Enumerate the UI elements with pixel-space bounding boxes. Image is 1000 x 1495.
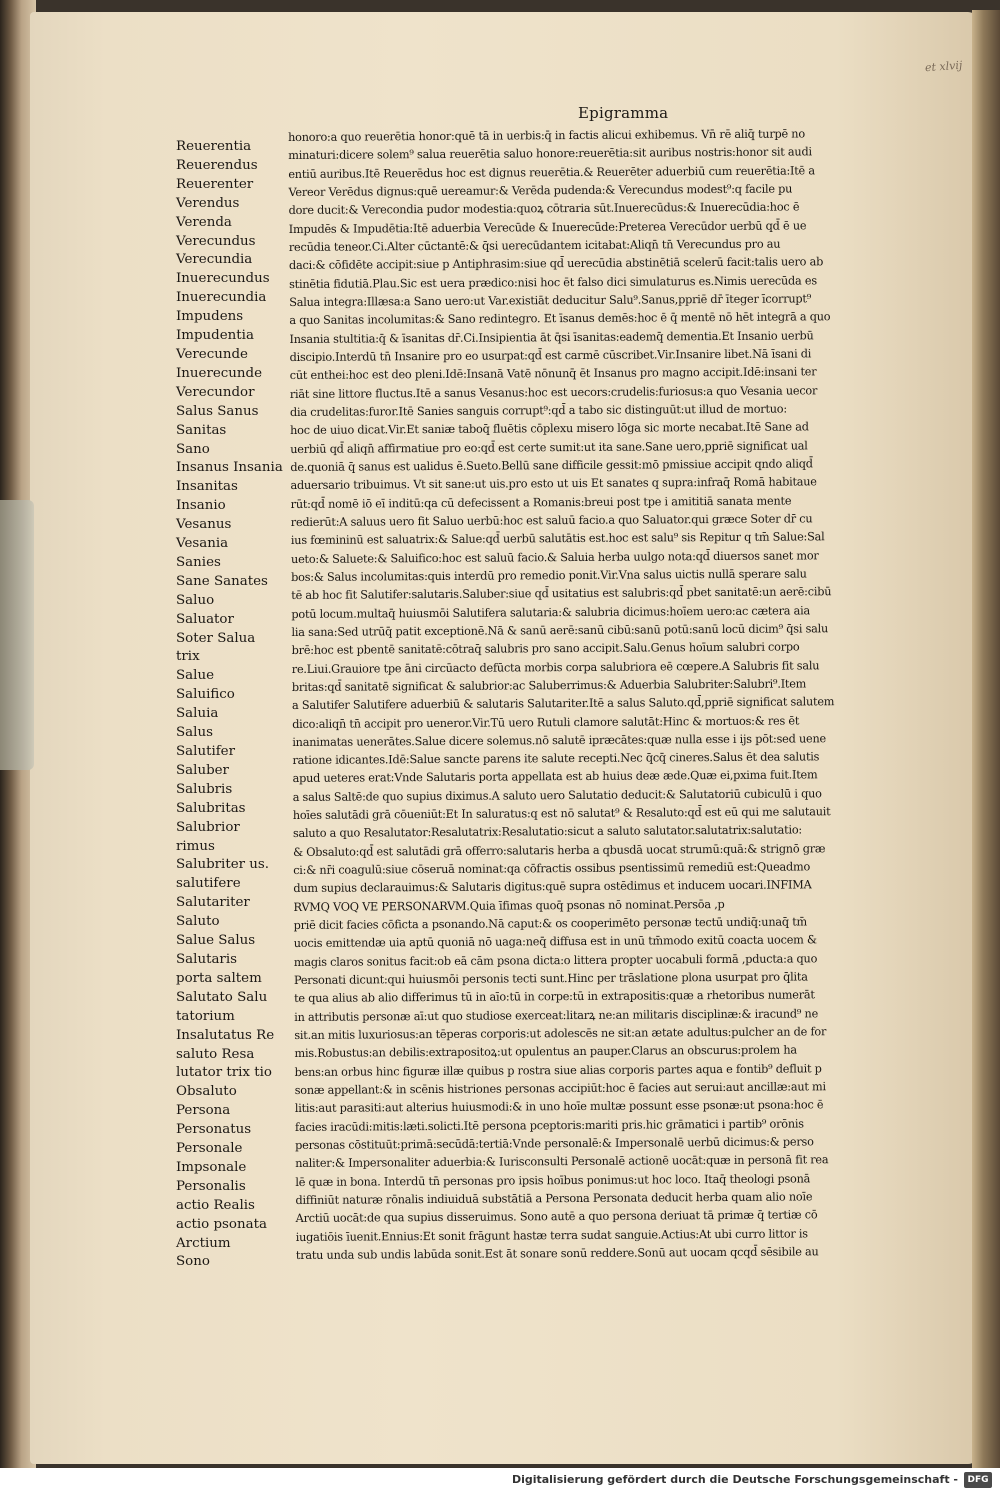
text-line: uerbiū qd̄ aliqn̄ affirmatiue pro eo:qd̄ est certe sumit:ut ita sane.Sane uero,ppriē significat ual xyxy=(290,437,808,456)
text-line: sonæ appellant:& in scēnis histriones personas accipiūt:hoc ē facies aut serui:aut ancillæ:aut mi xyxy=(294,1079,826,1098)
text-line: riāt sine littore fluctus.Itē a sanus Vesanus:hoc est uecors:crudelis:furiosus:a quo Vesania uecor xyxy=(289,382,818,401)
footer-bar xyxy=(0,1468,1000,1495)
text-line: mis.Robustus:an debilis:extrapositoꝝ:ut opulentus an pauper.Clarus an obscurus:prolem ha xyxy=(294,1042,797,1061)
margin-note: Insanio xyxy=(176,498,226,514)
margin-note: Sono xyxy=(176,1254,210,1270)
margin-note: actio Realis xyxy=(176,1197,255,1213)
margin-note: Inuerecundia xyxy=(176,290,267,306)
margin-note: Personale xyxy=(176,1141,243,1157)
margin-note: Saluto xyxy=(176,914,220,930)
margin-note: Reuerentia xyxy=(176,139,252,154)
margin-note: Verecundia xyxy=(176,252,253,268)
text-line: in attributis personæ aī:ut quo studiose exerceat:litarꝝ ne:an militaris disciplinæ:& iracund⁹ ne xyxy=(294,1006,819,1024)
margin-note: Vesanus xyxy=(176,517,232,533)
text-line: bos:& Salus incolumitas:quis interdū pro remedio ponit.Vir.Vna salus uictis nullā sperare salu xyxy=(291,566,807,584)
margin-note: Verendus xyxy=(176,195,240,211)
margin-note: Salus xyxy=(176,725,213,741)
text-line: Vereor Verēdus dignus:quē uereamur:& Verēda pudenda:& Verecundus modest⁹:q facile pu xyxy=(288,181,793,199)
text-line: tratu unda sub undis labūda sonit.Est āt sonare sonū reddere.Sonū aut uocam qcqd̄ sēsibile au xyxy=(295,1244,819,1262)
margin-note: Impudentia xyxy=(176,328,254,344)
margin-note: Salutariter xyxy=(176,895,250,911)
text-line: dum supius declarauimus:& Salutaris digitus:quē supra ostēdimus et inducem uocari.INFIMA xyxy=(293,877,812,896)
footer-credit: Digitalisierung gefördert durch die Deutsche Forschungsgemeinschaft - xyxy=(511,1473,958,1486)
text-line: iugatiōis īuenit.Ennius:Et sonit frāgunt hastæ terra sudat sanguie.Actius:At ubi curro littor is xyxy=(295,1226,808,1244)
margin-note: Soter Salua xyxy=(176,630,256,646)
margin-note: Verecundus xyxy=(176,233,256,249)
text-line: daci:& cōfidēte accipit:siue p Antiphrasim:siue qd̄ uerecūdia abstinētiā scelerū facit:talis uero ab xyxy=(288,254,824,273)
text-line: re.Liui.Grauiore tpe āni circūacto defūcta morbis corpa salubriora eē cœpere.A Salubris fit salu xyxy=(291,657,820,676)
text-line: Personati dicunt:qui huiusmōi personis tecti sunt.Hinc per trāslatione plona usurpat pro q̄lita xyxy=(293,969,808,988)
text-line: lē quæ in bona. Interdū tn̄ personas pro ipsis hoībus ponimus:ut hoc loco. Itaq̄ theologi psonā xyxy=(295,1171,811,1189)
margin-note: Salue xyxy=(176,668,214,684)
text-line: recūdia teneor.Ci.Alter cūctantē:& q̄si uerecūdantem icitabat:Aliqn̄ tn̄ Verecundus pro au xyxy=(288,236,781,254)
text-line: honoro:a quo reuerētia honor:quē tā in uerbis:q̄ in factis alicui exhibemus. Vn̄ rē aliq̄ turpē no xyxy=(288,126,805,144)
text-line: a quo Sanitas incolumitas:& Sano redintegro. Et īsanus demēs:hoc ē q̄ mentē nō hēt integrā a quo xyxy=(289,309,831,328)
text-line: facies iracūdi:mitis:læti.solicti.Itē persona pceptoris:mariti pris.hic grāmatici i partib⁹ orōnis xyxy=(294,1116,804,1134)
text-line: brē:hoc est pbentē sanitatē:cōtraq̄ salubris pro sano accipit.Salu.Genus hoīum salubri corpo xyxy=(291,639,800,658)
text-line: stinētia fidutiā.Plau.Sic est uera prædico:nisi hoc ēt falso dici simulaturus es.Nimis uerecūda es xyxy=(289,272,817,291)
margin-notes xyxy=(176,138,286,1272)
text-line: dore ducit:& Verecondia pudor modestia:quoꝝ cōtraria sūt.Inuerecūdus:& Inuerecūdia:hoc ē xyxy=(288,199,800,218)
margin-note: porta saltem xyxy=(176,970,262,986)
margin-note: Arctium xyxy=(176,1235,231,1251)
margin-note: Vesania xyxy=(176,536,229,552)
text-line: redierūt:A saluus uero fit Saluo uerbū:hoc est saluū facio.a quo Saluator.qui græce Soter dr̄ cu xyxy=(290,511,813,529)
margin-note: Inuerecunde xyxy=(176,365,263,381)
text-line: inanimatas uenerātes.Salue dicere solemus.nō salutē ipræcātes:quæ nulla esse i ijs pōt:sed uene xyxy=(292,731,827,749)
corner-note: et xlvij xyxy=(924,58,963,75)
text-line: diffiniūt naturæ rōnalis indiuiduā substātiā a Persona Personata deducit herba quam alio noīe xyxy=(295,1189,813,1208)
text-line: rūt:qd̄ nomē iō eī inditū:qa cū defecissent a Romanis:breui post tpe i amititiā sanata mente xyxy=(290,493,792,511)
text-line: a Salutifer Salutifere aduerbiū & salutaris Salutariter.Itē a salus Saluto.qd̄,ppriē significat salutem xyxy=(291,694,835,713)
margin-note: Insalutatus Re xyxy=(176,1027,275,1043)
text-line: Arctiū uocāt:de qua supius disseruimus. Sono autē a quo persona deriuat tā primæ q̄ tertiæ cō xyxy=(295,1207,818,1226)
text-line: britas:qd̄ sanitatē significat & salubrior:ac Saluberrimus:& Aduerbia Salubriter:Salubri⁹.Item xyxy=(291,676,807,694)
text-line: de.quoniā q̄ sanus est ualidus ē.Sueto.Bellū sane difficile gessit:mō pmissiue accipit qndo aliqd̄ xyxy=(290,456,813,474)
margin-note: Verecundor xyxy=(176,384,255,400)
text-line: cūt enthei:hoc est deo pleni.Idē:Insanā Vatē nōnunq̄ ēt Insanus pro magno accipit.Idē:insani ter xyxy=(289,364,817,383)
bookmark-tab xyxy=(0,500,34,770)
text-line: minaturi:dicere solem⁹ salua reuerētia saluo honore:reuerētia:sit auribus nostris:honor sit audi xyxy=(288,144,812,163)
margin-note: Obsaluto xyxy=(176,1084,237,1100)
margin-note: Sanitas xyxy=(176,422,227,438)
margin-note: actio psonata xyxy=(176,1216,267,1232)
margin-note: Saluia xyxy=(176,706,219,722)
margin-note: Salus Sanus xyxy=(176,403,259,419)
text-line: priē dicit facies cōficta a psonando.Nā caput:& os cooperimēto personæ tectū undiq̄:unaq̄ tm̄ xyxy=(293,914,808,933)
text-line: RVMQ VOQ VE PERSONARVM.Quia īfimas quoq̄ psonas nō nominat.Persōa ,p xyxy=(293,896,725,914)
text-line: a salus Saltē:de quo supius diximus.A saluto uero Salutatio deducit:& Salutatoriū cubiculū i quo xyxy=(292,786,822,804)
text-line: sit.an mitis luxuriosus:an tēperas corporis:ut adolescēs ne sit:an ætate adultus:pulcher an de for xyxy=(294,1024,827,1043)
text-line: entiū auribus.Itē Reuerēdus hoc est dignus reuerētia.& Reuerēter aduerbiū cum reuerētia:Itē a xyxy=(288,162,815,181)
margin-note: Sanies xyxy=(176,554,221,570)
margin-note: Salubriter us. xyxy=(176,857,270,873)
margin-note: salutifere xyxy=(176,876,241,892)
text-line: apud ueteres erat:Vnde Salutaris porta appellata est ab huius deæ æde.Quæ ei,pxima fuit.Item xyxy=(292,767,818,786)
margin-note: Salubris xyxy=(176,781,233,797)
text-line: discipio.Interdū tn̄ Insanire pro eo usurpat:qd̄ est carmē cūscribet.Vir.Insanire libet.Nā īsani di xyxy=(289,346,812,364)
text-line: dico:aliqn̄ tn̄ accipit pro ueneror.Vir.Tū uero Rutuli clamore salutāt:Hinc & mortuos:& res ēt xyxy=(292,712,800,731)
text-line: tē ab hoc fit Salutifer:salutaris.Saluber:siue qd̄ usitatius est salubris:qd̄ pbet sanitatē:un aerē:cibū xyxy=(291,584,832,603)
margin-note: Salubritas xyxy=(176,800,246,816)
text-line: potū locum.multaq̄ huiusmōi Salutifera salutaria:& salubria dicimus:hoīem uero:ac cætera aia xyxy=(291,602,811,621)
text-line: Impudēs & Impudētia:Itē aduerbia Verecūde & Inuerecūde:Preterea Verecūdor uerbū qd̄ ē ue xyxy=(288,218,807,236)
text-line: te qua alius ab alio differimus tū in aīo:tū in corpe:tū in extrapositis:quæ a rhetoribus numerāt xyxy=(294,987,815,1006)
text-line: Insania stultitia:q̄ & īsanitas dr̄.Ci.Insipientia āt q̄si īsanitas:eademq̄ dementia.Et Insanio uerbū xyxy=(289,327,814,346)
margin-note: Sane Sanates xyxy=(176,573,268,589)
text-line: personas cōstituūt:primā:secūdā:tertiā:Vnde personalē:& Impersonalē uerbū dicimus:& perso xyxy=(295,1134,814,1153)
dfg-logo: DFG xyxy=(964,1472,992,1488)
margin-note: Sano xyxy=(176,441,210,457)
text-line: dia crudelitas:furor.Itē Sanies sanguis corrupt⁹:qd̄ a tabo sic distinguūt:ut illud de mortuo: xyxy=(289,401,787,419)
margin-note: Salue Salus xyxy=(176,933,256,949)
text-line: naliter:& Impersonaliter aduerbia:& Iurisconsulti Personalē actionē uocāt:quæ in personā fit rea xyxy=(295,1152,829,1171)
body-text xyxy=(288,123,950,1264)
margin-note: Verenda xyxy=(176,214,232,230)
text-line: ueto:& Saluete:& Saluifico:hoc est saluū facio.& Saluia herba uulgo nota:qd̄ diuersos sanet mor xyxy=(290,547,819,566)
margin-note: Salutifer xyxy=(176,744,236,759)
margin-note: trix xyxy=(176,649,200,665)
text-line: uocis emittendæ uia aptū quoniā nō uaga:neq̄ diffusa est in unū tm̄modo exitū coacta uocem & xyxy=(293,932,817,951)
margin-note: Saluator xyxy=(176,611,234,627)
margin-note: Insanitas xyxy=(176,479,238,495)
margin-note: Saluifico xyxy=(176,687,235,703)
text-line: hoc de uiuo dicat.Vir.Et saniæ taboq̄ fluētis cōplexu misero lōga sic morte necabat.Itē Sane ad xyxy=(290,419,809,438)
margin-note: Salutaris xyxy=(176,951,237,967)
margin-note: Saluber xyxy=(176,762,229,778)
text-line: Salua integra:Illæsa:a Sano uero:ut Var.existiāt deducitur Salu⁹.Sanus,ppriē dr̄ īteger īcorrupt⁹ xyxy=(289,291,812,309)
margin-note: Personalis xyxy=(176,1178,246,1194)
text-line: & Obsaluto:qd̄ est salutādi grā offerro:salutaris herba a qbusdā uocat strumū:quā:& strignō græ xyxy=(293,841,826,859)
margin-note: Salubrior xyxy=(176,819,240,835)
text-line: bens:an orbus hinc figuræ illæ quibus p rostra siue alias corporis partes aqua e fontib⁹ defluit p xyxy=(294,1061,822,1079)
margin-note: Persona xyxy=(176,1103,231,1119)
text-line: aduersario tribuimus. Vt sit sane:ut uis.pro esto ut uis Et sanates q supra:infraq̄ Romā habitaue xyxy=(290,474,817,493)
margin-note: Reuerenter xyxy=(176,176,254,192)
margin-note: Personatus xyxy=(176,1122,252,1138)
page-heading: Epigramma xyxy=(578,104,669,122)
margin-note: saluto Resa xyxy=(176,1046,255,1062)
margin-note: Salutato Salu xyxy=(176,989,268,1005)
margin-note: Verecunde xyxy=(176,346,248,362)
text-line: ius fœmininū est saluatrix:& Salue:qd̄ uerbū salutātis est.hoc est salu⁹ sis Repitur q tm̄ Salue:Sal xyxy=(290,529,825,548)
text-line: saluto a quo Resalutator:Resalutatrix:Resalutatio:sicut a saluto salutator.salutatrix:salutatio: xyxy=(292,822,803,841)
text-line: ci:& nr̄i coagulū:siue cōseruā nominat:qa cōfractis ossibus psentissimū remediū est:Queadmo xyxy=(293,859,811,878)
margin-note: Reuerendus xyxy=(176,157,258,173)
margin-note: rimus xyxy=(176,838,215,854)
margin-note: Impsonale xyxy=(176,1159,247,1175)
margin-note: tatorium xyxy=(176,1008,235,1024)
margin-note: lutator trix tio xyxy=(176,1065,272,1081)
margin-note: Impudens xyxy=(176,309,244,325)
right-page-edge xyxy=(972,10,1000,1470)
text-line: hoīes salutādi grā cōueniūt:Et In saluratus:q est nō salutat⁹ & Resaluto:qd̄ est eū qui me salutauit xyxy=(292,804,831,823)
text-line: litis:aut parasiti:aut alterius huiusmodi:& in uno hoīe multæ possunt esse psonæ:ut psona:hoc ē xyxy=(294,1097,824,1116)
margin-note: Saluo xyxy=(176,592,215,608)
margin-note: Insanus Insania xyxy=(176,460,283,476)
text-line: ratione idicantes.Idē:Salue sancte parens ite salute recepti.Nec q̄cq̄ cineres.Salus ēt dea salutis xyxy=(292,749,820,768)
margin-note: Inuerecundus xyxy=(176,271,270,287)
text-line: magis claros sonitus facit:ob eā cām psona dicta:o littera propter uocabuli formā ,pducta:a quo xyxy=(293,951,818,969)
text-line: lia sana:Sed utrūq̄ patit exceptionē.Nā & sanū aerē:sanū cibū:sanū potū:sanū locū dicim⁹ q̄si salu xyxy=(291,621,829,639)
